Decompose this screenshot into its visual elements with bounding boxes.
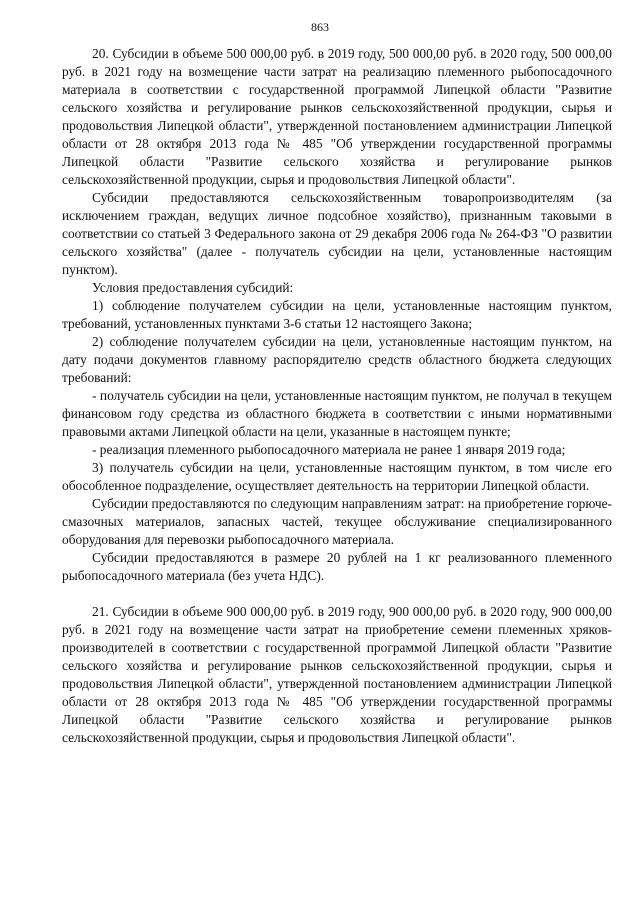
document-body: [62, 45, 612, 747]
section-20-requirement-a: - получатель субсидии на цели, установленные настоящим пунктом, не получал в текущем финансовом году средства из областного бюджета в соответствии с иными нормативными правовыми актами Липецкой области на цели, указанные в настоящем пункте;: [62, 388, 612, 439]
section-21-intro: 21. Субсидии в объеме 900 000,00 руб. в 2019 году, 900 000,00 руб. в 2020 году, 900 000,00 руб. в 2021 году на возмещение части затрат на приобретение семени племенных хряков-производителей в соответствии с государственной программой Липецкой области "Развитие сельского хозяйства и регулирование рынков сельскохозяйственной продукции, сырья и продовольствия Липецкой области", утвержденной постановлением администрации Липецкой области от 28 октября 2013 года № 485 "Об утверждении государственной программы Липецкой области "Развитие сельского хозяйства и регулирование рынков сельскохозяйственной продукции, сырья и продовольствия Липецкой области".: [62, 604, 612, 745]
section-20-rate: Субсидии предоставляются в размере 20 рублей на 1 кг реализованного племенного рыбопосадочного материала (без учета НДС).: [62, 550, 612, 583]
section-divider-space: [62, 585, 612, 603]
section-20-condition-2: 2) соблюдение получателем субсидии на цели, установленные настоящим пунктом, на дату подачи документов главному распорядителю средств областного бюджета следующих требований:: [62, 334, 612, 385]
section-20-requirement-b: - реализация племенного рыбопосадочного материала не ранее 1 января 2019 года;: [92, 442, 566, 457]
section-20-intro: 20. Субсидии в объеме 500 000,00 руб. в 2019 году, 500 000,00 руб. в 2020 году, 500 000,00 руб. в 2021 году на возмещение части затрат на реализацию племенного рыбопосадочного материала в соответствии с государственной программой Липецкой области "Развитие сельского хозяйства и регулирование рынков сельскохозяйственной продукции, сырья и продовольствия Липецкой области", утвержденной постановлением администрации Липецкой области от 28 октября 2013 года № 485 "Об утверждении государственной программы Липецкой области "Развитие сельского хозяйства и регулирование рынков сельскохозяйственной продукции, сырья и продовольствия Липецкой области".: [62, 46, 612, 187]
section-20-condition-3: 3) получатель субсидии на цели, установленные настоящим пунктом, в том числе его обособленное подразделение, осуществляет деятельность на территории Липецкой области.: [62, 460, 612, 493]
section-20-recipients: Субсидии предоставляются сельскохозяйственным товаропроизводителям (за исключением граждан, ведущих личное подсобное хозяйство), признанным таковыми в соответствии со статьей 3 Федерального закона от 29 декабря 2006 года № 264-ФЗ "О развитии сельского хозяйства" (далее - получатель субсидии на цели, установленные настоящим пунктом).: [62, 190, 612, 277]
section-20-directions: Субсидии предоставляются по следующим направлениям затрат: на приобретение горюче-смазочных материалов, запасных частей, текущее обслуживание специализированного оборудования для перевозки рыбопосадочного материала.: [62, 496, 612, 547]
page-number: 863: [311, 20, 329, 34]
section-20-conditions-heading: Условия предоставления субсидий:: [92, 280, 294, 295]
section-20-condition-1: 1) соблюдение получателем субсидии на цели, установленные настоящим пунктом, требований, установленных пунктами 3-6 статьи 12 настоящего Закона;: [62, 298, 612, 331]
